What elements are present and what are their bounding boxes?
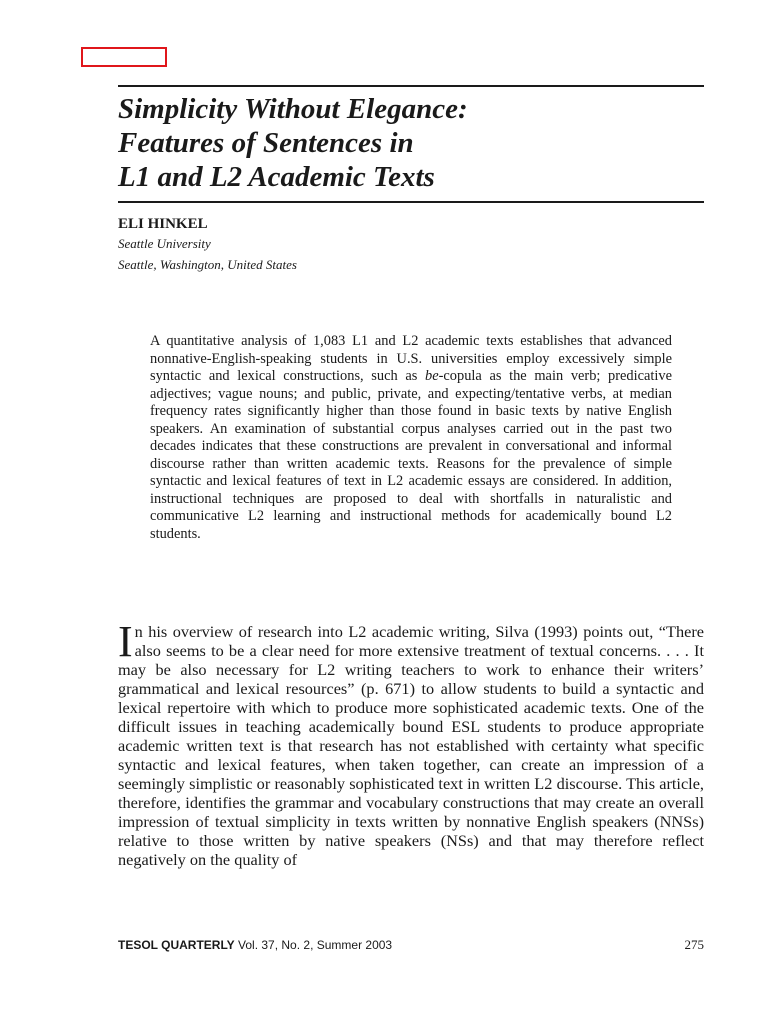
affiliation-location: Seattle, Washington, United States [118, 257, 297, 272]
bottom-rule [118, 201, 704, 203]
body-text: n his overview of research into L2 academic writing, Silva (1993) points out, “There also seems to be a clear need for more extensive treatment of textual concerns. . . . It may be also necessary for L2 writing teachers to work to enhance their writers’ grammatical and lexical resources” (p. 671) to allow students to build a syntactic and lexical repertoire with which to produce more sophisticated academic texts. One of the difficult issues in teaching academically bound ESL students to produce appropriate academic written text is that research has not established with certainty what specific syntactic and lexical features, when taken together, can create an impression of a seemingly simplistic or reasonably sophisticated text in written L2 discourse. This article, therefore, identifies the grammar and vocabulary constructions that may create an overall impression of textual simplicity in texts written by nonnative English speakers (NNSs) relative to those written by native speakers (NSs) and that may therefore reflect negatively on the quality of [118, 622, 704, 869]
title-line: Features of Sentences in [118, 127, 414, 159]
affiliation-institution: Seattle University [118, 236, 211, 251]
journal-details: Vol. 37, No. 2, Summer 2003 [234, 938, 393, 952]
drop-cap: I [118, 617, 133, 666]
abstract [150, 333, 672, 543]
journal-citation [118, 938, 392, 952]
title-line: Simplicity Without Elegance: [118, 93, 468, 125]
article-title [118, 92, 704, 194]
highlight-box [81, 47, 167, 67]
page-footer [118, 937, 704, 953]
abstract-text-end: -copula as the main verb; predicative adjectives; vague nouns; and public, private, and expecting/tentative verbs, at median frequency rates significantly higher than those found in basic texts by native English speakers. An examination of substantial corpus analyses carried out in the past two decades indicates that these constructions are prevalent in conversational and informal discourse rather than written academic texts. Reasons for the prevalence of simple syntactic and lexical features of text in L2 academic essays are considered. In addition, instructional techniques are proposed to deal with shortfalls in naturalistic and communicative L2 learning and instructional methods for academically bound L2 students. [150, 368, 672, 542]
author-name: ELI HINKEL [118, 216, 208, 232]
body-paragraph [118, 617, 704, 869]
journal-name: TESOL QUARTERLY [118, 938, 235, 952]
top-rule [118, 85, 704, 87]
title-line: L1 and L2 Academic Texts [118, 161, 435, 193]
abstract-italic-term: be [425, 368, 439, 384]
abstract-text-start: A quantitative analysis of 1,083 L1 and L2 academic texts establishes that advanced nonnative-English-speaking students in U.S. universities employ excessively simple syntactic and lexical constructions, such as [150, 333, 672, 384]
page-number: 275 [684, 937, 704, 952]
